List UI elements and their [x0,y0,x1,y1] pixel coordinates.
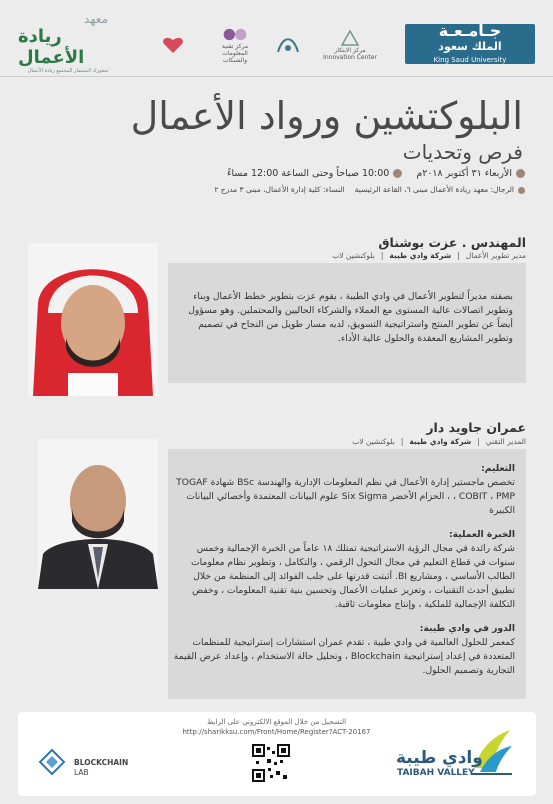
venue-men: الرجال: معهد ريادة الأعمال مبنى ٦، القاعة الرئيسية [354,185,514,194]
innovation-center-logo [320,26,380,64]
tech-center-label: مركز تقنية المعلومات والشبكات [221,43,249,64]
taibah-valley-name-en: TAIBAH VALLEY [397,768,475,778]
education-text: تخصص ماجستير إدارة الأعمال في نظم المعلومات الإدارية والهندسة BSc شهادة TOGAF ، COBIT ، PMP ، الحزام الأخضر Six Sigma علوم البيانات المعتمدة وأخصائي البيانات الكبيرة [176,477,515,516]
location-icon [518,187,525,194]
innovation-icon [340,29,360,47]
calendar-icon [516,169,525,178]
date-item [416,168,525,179]
riyada-logo [18,12,118,74]
innovation-label-ar: مركز الابتكار [334,47,366,54]
tech-center-logo [210,26,260,64]
register-text: التسجيل من خلال الموقع الالكتروني على الرابط [206,718,347,726]
event-date: الأربعاء ٣١ أكتوبر ٢٠١٨م [416,168,512,179]
speaker2-role: المدير التقني | شركة وادي طيبة | بلوكتشين لاب [352,437,526,446]
calligraphy-icon [273,30,303,60]
education-heading: التعليم: [481,463,515,474]
event-datetime [227,168,525,179]
speaker2-portrait [38,439,158,589]
experience-heading: الخبرة العملية: [449,529,515,540]
blockchain-icon [38,748,66,776]
blockchain-lab-line2: LAB [74,768,89,777]
speaker2-details [172,462,515,678]
time-item [227,168,402,179]
speaker2-lab: بلوكتشين لاب [352,437,395,446]
speaker1-bio: بصفته مديراً لتطوير الأعمال في وادي الطيبة ، يقوم عزت بتطوير خطط الأعمال وبناء وتطوير اتصالات عالية المستوى مع العملاء والشركاء الحاليين والمحتملين. وهو مسؤول أيضاً عن تطوير المنتج واستراتيجية التسويق، لديه مسار طويل من النجاح في تصميم وتطوير المشاريع المعقدة والحلول عالية الأداء. [188,291,513,344]
taibah-valley-name-ar: وادي طيبة [396,748,483,768]
ksu-name-ar-1: جـامـعـة [438,21,502,40]
ksu-logo [405,21,535,64]
blockchain-lab-logo [38,748,66,776]
event-subtitle: فرص وتحديات [402,140,523,164]
register-link[interactable]: http://sharikksu.com/Front/Home/Register?ACT-20167 [182,728,371,736]
speaker2-org: شركة وادي طيبة [409,437,472,446]
speaker1-role: مدير تطوير الأعمال | شركة وادي طيبة | بلوكتشين لاب [332,251,526,260]
event-venue [214,185,525,194]
heart-icon [162,35,184,55]
speaker2-name: عمران جاويد دار [426,420,526,435]
header-divider [0,76,553,77]
speaker1-portrait [28,243,158,396]
speaker1-photo [28,243,158,396]
qr-code-icon [252,744,290,782]
clock-icon [393,169,402,178]
speaker2-photo [38,439,158,589]
riyada-name: ريادة الأعمال [18,26,85,68]
ksu-name-en: King Saud University [433,56,507,64]
role-text: كمعمر للحلول العالمية في وادي طيبة ، تقدم عمران استشارات إستراتيجية للمنظمات المتعددة في إعداد إستراتيجية Blockchain ، وتحليل حالة الاستخدام ، وإعداد عرض القيمة التجارية وتصميم الحلول. [173,637,515,676]
riyada-tagline: شعورك لاستثمار المجتمع ريادة الأعمال [27,68,109,74]
riyada-small-label: معهد [83,12,108,26]
venue-women: النساء: كلية إدارة الأعمال، مبنى ٣ مدرج ٢ [214,185,345,194]
innovation-label-en: Innovation Center [323,54,377,61]
role-heading: الدور في وادي طيبة: [419,623,515,634]
blockchain-lab-line1: BLOCKCHAIN [74,758,129,767]
calligraphy-logo [268,26,308,64]
speaker1-lab: بلوكتشين لاب [332,251,375,260]
heart-logo [150,26,195,64]
speaker2-title: المدير التقني [485,437,526,446]
blockchain-lab-text [74,758,128,778]
qr-code[interactable] [252,744,290,782]
venue-men-item [355,185,525,194]
speaker1-name: المهندس . عزت بوشناق [378,235,526,250]
speaker1-org: شركة وادي طيبة [389,251,452,260]
ksu-name-ar-2: الملك سعود [438,40,502,53]
speaker1-title: مدير تطوير الأعمال [465,251,526,260]
event-time: 10:00 صباحاً وحتى الساعة 12:00 مساءً [227,168,390,179]
experience-text: شركة رائدة في مجال الرؤية الاستراتيجية تمتلك ١٨ عاماً من الخبرة الإجمالية وخمس سنوات في قطاع التعليم في مجال التحول الرقمي ، والتكامل ، وتطوير نظام معلومات الطالب الأساسي ، ومشاريع BI. أثبتت قدرتها على جلب الفوائد إلى المنظمة من خلال تطبيق أحدث التقنيات ، وتعزيز عمليات الأعمال وتحسين بنية تقنية المعلومات ، وخفض التكلفة الإجمالية للملكية ، وإنتاج معلومات ثاقبة. [190,543,515,610]
tech-center-icon [221,26,249,43]
event-title: البلوكتشين ورواد الأعمال [130,94,523,138]
